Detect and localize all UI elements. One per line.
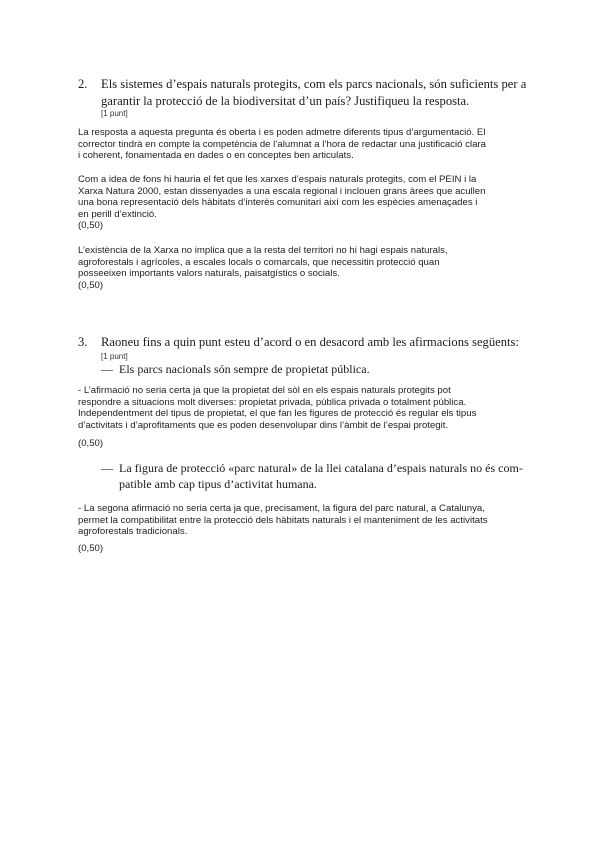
answer-line: una bona representació dels hàbitats d’interès comunitari així com les espècies amenaçades i — [78, 197, 478, 209]
question-2-title — [101, 76, 527, 110]
answer-line: - La segona afirmació no seria certa ja que, precisament, la figura del parc natural, a Catalunya, — [78, 503, 485, 514]
statement-line: Els parcs nacionals són sempre de propietat pública. — [119, 362, 370, 376]
answer-line: La resposta a aquesta pregunta és oberta i es poden admetre diferents tipus d’argumentació. El — [78, 127, 486, 138]
answer-line: Independentment del tipus de propietat, el que fan les figures de protecció és regular els tipus — [78, 408, 477, 420]
answer-line: L’existència de la Xarxa no implica que a la resta del territori no hi hagi espais naturals, — [78, 245, 448, 256]
answer-line: d’activitats i d’aprofitaments que es poden desenvolupar dins l’àmbit de l’espai protegit. — [78, 419, 449, 431]
question-3-points: [1 punt] — [101, 352, 128, 361]
question-3-number: 3. — [78, 335, 88, 349]
score-label: (0,50) — [78, 220, 104, 231]
statement-2-answer — [78, 503, 527, 538]
question-2-title-line: garantir la protecció de la biodiversitat d’un país? Justifiqueu la resposta. — [101, 94, 470, 108]
answer-line: corrector tindrà en compte la competència de l’alumnat a l’hora de redactar una justificació clara — [78, 138, 486, 150]
answer-paragraph — [78, 174, 527, 220]
dash-icon: — — [101, 362, 113, 376]
statement-line: patible amb cap tipus d’activitat humana. — [119, 477, 317, 491]
question-2-number: 2. — [78, 77, 88, 91]
statement-line: La figura de protecció «parc natural» de la llei catalana d’espais naturals no és com- — [119, 461, 523, 475]
question-2-points: [1 punt] — [101, 109, 128, 118]
statement-2-text — [119, 460, 529, 492]
question-2-title-line: Els sistemes d’espais naturals protegits, com els parcs nacionals, són suficients per a — [101, 77, 527, 91]
answer-paragraph — [78, 245, 527, 280]
score-label: (0,50) — [78, 543, 104, 554]
statement-1-answer — [78, 385, 527, 431]
answer-line: - L’afirmació no seria certa ja que la propietat del sòl en els espais naturals protegits pot — [78, 385, 451, 396]
question-3-title: Raoneu fins a quin punt esteu d’acord o en desacord amb les afirmacions següents: — [101, 335, 519, 349]
answer-line: i coherent, fonamentada en dades o en conceptes ben articulats. — [78, 150, 354, 162]
answer-line: respondre a situacions molt diverses: propietat privada, pública privada o totalment pública. — [78, 396, 467, 408]
score-label: (0,50) — [78, 438, 104, 449]
answer-line: agroforestals i agrícoles, a escales locals o comarcals, que necessitin protecció quan — [78, 256, 440, 268]
statement-1-text — [119, 361, 370, 377]
dash-icon: — — [101, 461, 113, 475]
statement-1 — [101, 361, 531, 377]
answer-line: Com a idea de fons hi hauria el fet que les xarxes d’espais naturals protegits, com el PEIN i la — [78, 174, 477, 185]
answer-line: posseeixen importants valors naturals, paisatgístics o socials. — [78, 268, 340, 280]
answer-line: agroforestals tradicionals. — [78, 526, 188, 538]
answer-line: Xarxa Natura 2000, estan dissenyades a una escala regional i inclouen grans àrees que acullen — [78, 185, 486, 197]
answer-line: permet la compatibilitat entre la protecció dels hàbitats naturals i el manteniment de les activitats — [78, 514, 488, 526]
answer-line: en perill d’extinció. — [78, 208, 157, 220]
statement-2 — [101, 460, 531, 494]
score-label: (0,50) — [78, 280, 104, 291]
answer-paragraph — [78, 127, 527, 162]
